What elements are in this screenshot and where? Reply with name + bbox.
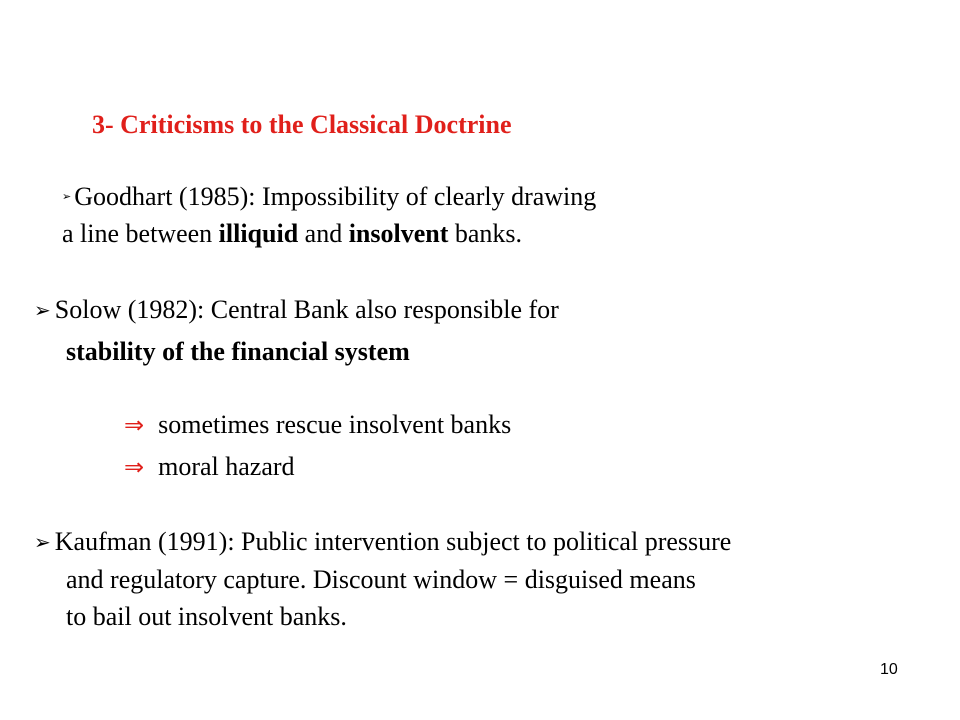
implication-1-text: sometimes rescue insolvent banks (158, 410, 512, 439)
arrowhead-bullet-icon: ➢ (34, 530, 51, 555)
kaufman-line-3 (66, 602, 347, 632)
kaufman-line-1 (34, 527, 731, 559)
implication-2 (124, 452, 295, 482)
goodhart-text-2a: a line between (62, 219, 219, 248)
implication-2-text: moral hazard (158, 452, 295, 481)
arrowhead-bullet-icon: ➢ (34, 298, 51, 323)
slide-title: 3- Criticisms to the Classical Doctrine (92, 110, 512, 139)
double-right-arrow-icon: ⇒ (124, 453, 145, 481)
arrowhead-bullet-icon: ➢ (62, 190, 72, 204)
solow-line-2 (66, 337, 410, 367)
double-right-arrow-icon: ⇒ (124, 411, 145, 439)
kaufman-text-2: and regulatory capture. Discount window = disguised means (66, 565, 696, 594)
illiquid-term: illiquid (218, 219, 299, 248)
solow-text-2: stability of the financial system (66, 337, 410, 366)
solow-line-1 (34, 295, 559, 327)
solow-text-1: Solow (1982): Central Bank also responsible for (54, 295, 559, 324)
implication-1 (124, 410, 511, 440)
page-number: 10 (880, 661, 898, 678)
insolvent-term: insolvent (348, 219, 449, 248)
goodhart-text-2b: and (298, 219, 349, 248)
goodhart-line-1 (62, 182, 596, 214)
kaufman-text-3: to bail out insolvent banks. (66, 602, 347, 631)
goodhart-text-2c: banks. (448, 219, 523, 248)
kaufman-text-1: Kaufman (1991): Public intervention subject to political pressure (54, 527, 732, 556)
goodhart-text-1: Goodhart (1985): Impossibility of clearly drawing (74, 182, 597, 211)
goodhart-line-2 (62, 219, 522, 249)
kaufman-line-2 (66, 565, 696, 595)
